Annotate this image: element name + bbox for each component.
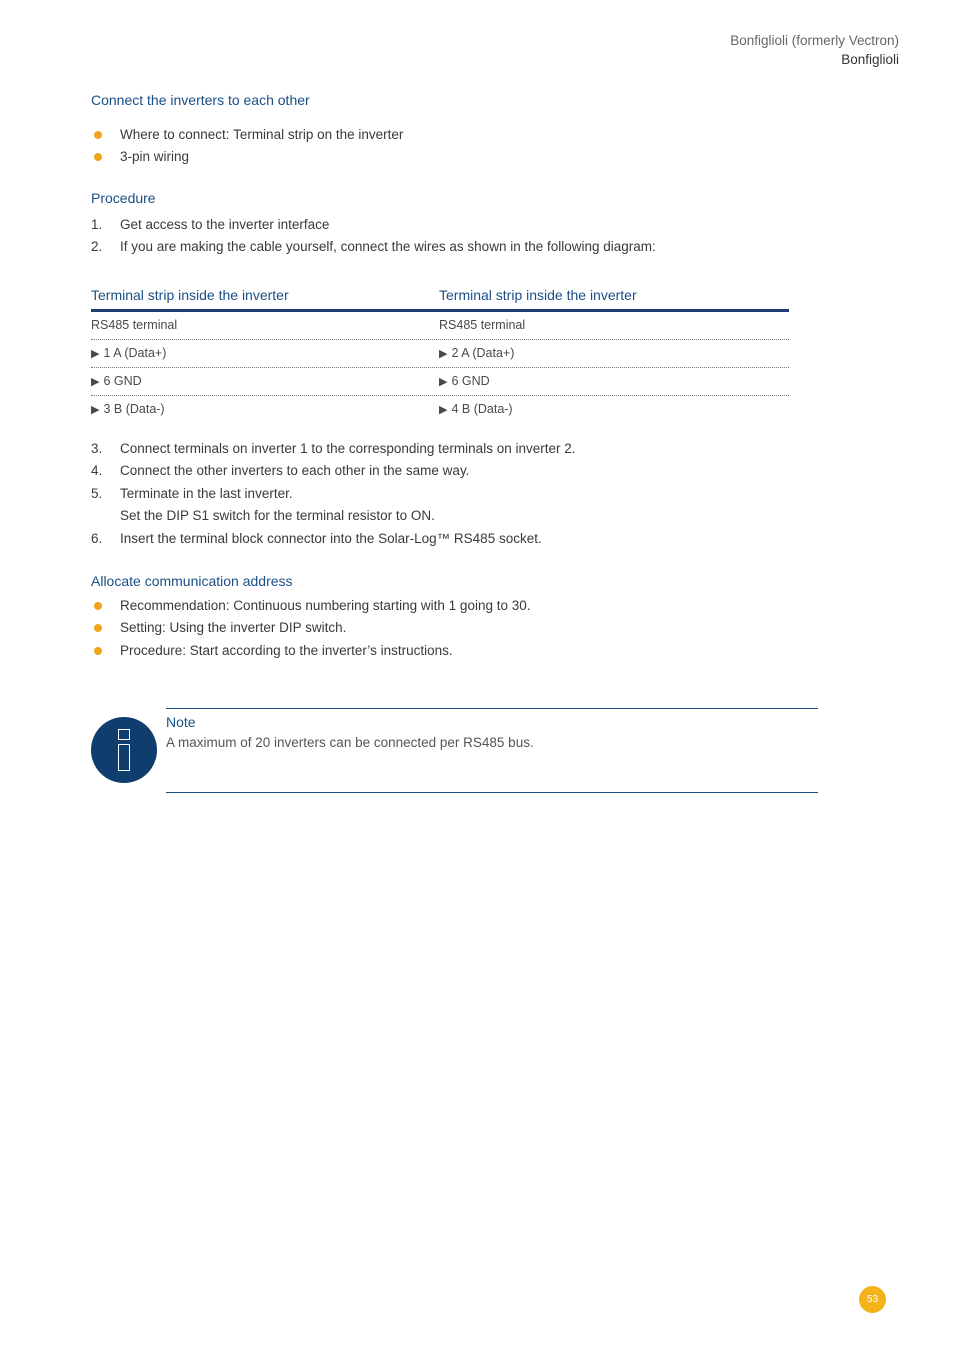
- table-row: ▶ 1 A (Data+) ▶ 2 A (Data+): [91, 340, 789, 368]
- page-number-badge: 53: [859, 1286, 886, 1313]
- arrow-right-icon: ▶: [91, 348, 100, 360]
- note-title: Note: [166, 714, 196, 730]
- list-item: Recommendation: Continuous numbering starting with 1 going to 30.: [91, 596, 791, 616]
- list-item: 3-pin wiring: [91, 147, 791, 167]
- procedure-step: 6. Insert the terminal block connector into the Solar-Log™ RS485 socket.: [91, 531, 542, 546]
- bullet-icon: [94, 624, 102, 632]
- arrow-right-icon: ▶: [439, 348, 448, 360]
- table-row: ▶ 6 GND ▶ 6 GND: [91, 368, 789, 396]
- note-bottom-rule: [166, 792, 818, 793]
- heading-connect: Connect the inverters to each other: [91, 92, 310, 108]
- procedure-step: 2. If you are making the cable yourself, connect the wires as shown in the following diagram:: [91, 239, 656, 254]
- table-row: RS485 terminal RS485 terminal: [91, 312, 789, 340]
- arrow-right-icon: ▶: [91, 376, 100, 388]
- list-item: Where to connect: Terminal strip on the inverter: [91, 125, 791, 145]
- info-icon: [91, 717, 157, 783]
- procedure-step: 3. Connect terminals on inverter 1 to the corresponding terminals on inverter 2.: [91, 441, 576, 456]
- note-top-rule: [166, 708, 818, 709]
- bullet-icon: [94, 647, 102, 655]
- procedure-step-continued: Set the DIP S1 switch for the terminal resistor to ON.: [120, 508, 435, 523]
- wiring-table: [91, 287, 789, 417]
- header-manufacturer: Bonfiglioli (formerly Vectron): [730, 33, 899, 48]
- procedure-step: 1. Get access to the inverter interface: [91, 217, 330, 232]
- note-text: A maximum of 20 inverters can be connected per RS485 bus.: [166, 735, 534, 750]
- page-header: [730, 31, 899, 69]
- arrow-right-icon: ▶: [439, 404, 448, 416]
- list-item: Procedure: Start according to the inverter’s instructions.: [91, 641, 791, 661]
- list-item: Setting: Using the inverter DIP switch.: [91, 618, 791, 638]
- procedure-step: 5. Terminate in the last inverter.: [91, 486, 293, 501]
- heading-procedure: Procedure: [91, 190, 156, 206]
- procedure-step: 4. Connect the other inverters to each other in the same way.: [91, 463, 470, 478]
- bullet-icon: [94, 602, 102, 610]
- heading-allocate-address: Allocate communication address: [91, 573, 293, 589]
- bullet-icon: [94, 153, 102, 161]
- header-brand: Bonfiglioli: [841, 52, 899, 67]
- arrow-right-icon: ▶: [439, 376, 448, 388]
- table-header: Terminal strip inside the inverter: [91, 287, 289, 303]
- arrow-right-icon: ▶: [91, 404, 100, 416]
- bullet-icon: [94, 131, 102, 139]
- table-header: Terminal strip inside the inverter: [439, 287, 637, 303]
- table-row: ▶ 3 B (Data-) ▶ 4 B (Data-): [91, 402, 513, 416]
